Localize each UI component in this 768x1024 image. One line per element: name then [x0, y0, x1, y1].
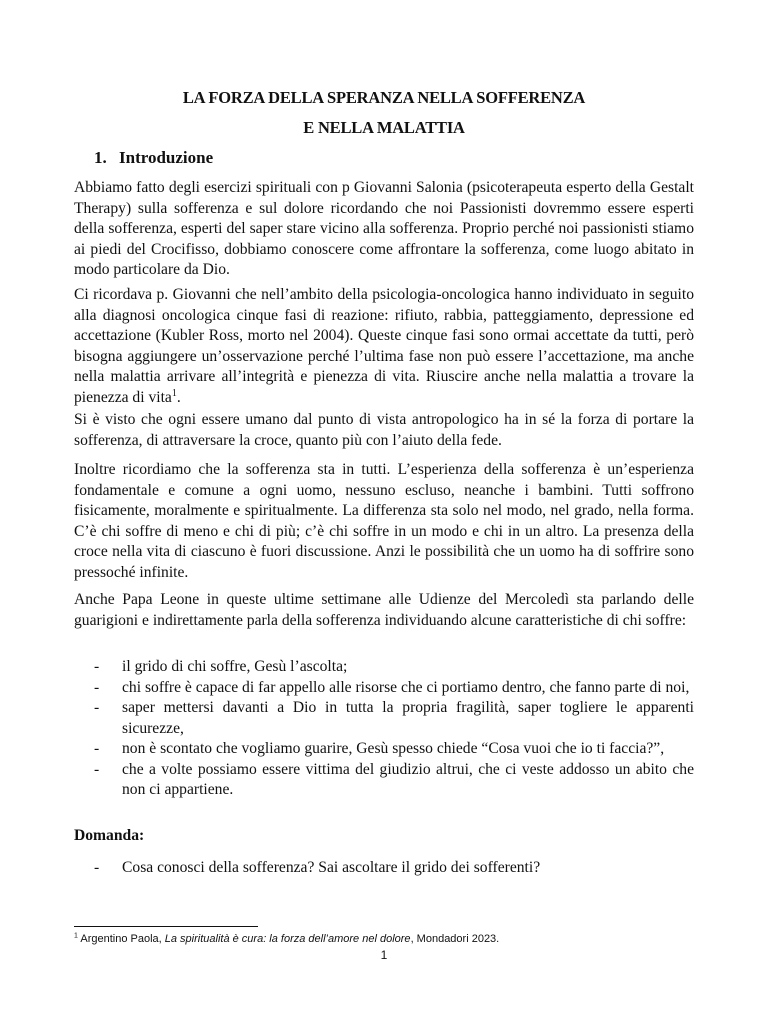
question-text: Cosa conosci della sofferenza? Sai ascoltare il grido dei sofferenti?: [122, 859, 541, 876]
characteristics-list: [74, 657, 694, 801]
footnote-book-title: La spiritualità è cura: la forza dell’amore nel dolore: [164, 933, 411, 945]
document-title-line-1: LA FORZA DELLA SPERANZA NELLA SOFFERENZA: [182, 88, 586, 107]
footnote-author: Argentino Paola,: [77, 933, 165, 945]
question-list: [74, 858, 694, 879]
list-item: [74, 678, 694, 699]
bullet-dash: -: [94, 760, 100, 778]
list-item-text: chi soffre è capace di far appello alle risorse che ci portiamo dentro, che fanno parte di noi,: [122, 678, 690, 696]
page-number: 1: [380, 948, 388, 962]
footnote-reference[interactable]: 1: [171, 387, 177, 399]
paragraph-5: Anche Papa Leone in queste ultime settimane alle Udienze del Mercoledì sta parlando delle guarigioni e indirettamente parla della sofferenza individuando alcune caratteristiche di chi soffre:: [74, 591, 694, 629]
list-item: [74, 739, 694, 760]
bullet-dash: -: [94, 699, 100, 716]
list-item-text: che a volte possiamo essere vittima del giudizio altrui, che ci veste addosso un abito che non ci appartiene.: [122, 760, 694, 798]
footnote-marker: 1: [74, 932, 78, 940]
footnote-publisher: , Mondadori 2023.: [410, 933, 500, 945]
section-heading-text: Introduzione: [119, 148, 214, 167]
bullet-dash: -: [94, 740, 100, 757]
question-item: [74, 858, 694, 879]
bullet-dash: -: [94, 859, 100, 876]
bullet-dash: -: [94, 678, 100, 696]
list-item-text: non è scontato che vogliamo guarire, Gesù spesso chiede “Cosa vuoi che io ti faccia?”,: [122, 740, 665, 757]
list-item: [74, 760, 694, 801]
paragraph-2: [74, 285, 694, 408]
list-item: [74, 698, 694, 739]
section-heading: [94, 148, 213, 168]
paragraph-3: Si è visto che ogni essere umano dal punto di vista antropologico ha in sé la forza di portare la sofferenza, di attraversare la croce, quanto più con l’aiuto della fede.: [74, 411, 694, 449]
list-item-text: il grido di chi soffre, Gesù l’ascolta;: [122, 658, 348, 675]
paragraph-4: Inoltre ricordiamo che la sofferenza sta in tutti. L’esperienza della sofferenza è un’esperienza fondamentale e comune a ogni uomo, nessuno escluso, neanche i bambini. Tutti soffrono fisicamente, moralmente e spiritualmente. La differenza sta solo nel modo, nel grado, nella forma. C’è chi soffre di meno e chi di più; c’è chi soffre in un modo e chi in un altro. La presenza della croce nella vita di ciascuno è fuori discussione. Anzi le possibilità che un uomo ha di soffrire sono pressoché infinite.: [74, 461, 694, 581]
section-number: 1.: [94, 148, 107, 167]
list-item-text: saper mettersi davanti a Dio in tutta la propria fragilità, saper togliere le apparenti sicurezze,: [122, 699, 694, 737]
paragraph-2-end: .: [176, 388, 181, 406]
list-item: [74, 657, 694, 678]
footnote: [74, 933, 499, 945]
question-label: Domanda:: [74, 827, 145, 844]
footnote-separator: [74, 926, 258, 927]
paragraph-2-text: Ci ricordava p. Giovanni che nell’ambito della psicologia-oncologica hanno individuato in seguito alla diagnosi oncologica cinque fasi di reazione: rifiuto, rabbia, patteggiamento, depressione ed accettazione (Kubler Ross, morto nel 2004). Queste cinque fasi sono ormai accettate da tutti, però bisogna aggiungere un’osservazione perché l’ultima fase non può essere l’accettazione, ma anche nella malattia arrivare all’integrità e pienezza di vita. Riuscire anche nella malattia a trovare la pienezza di vita: [74, 286, 694, 406]
bullet-dash: -: [94, 658, 100, 675]
paragraph-1: Abbiamo fatto degli esercizi spirituali con p Giovanni Salonia (psicoterapeuta esperto della Gestalt Therapy) sulla sofferenza e sul dolore ricordando che noi Passionisti dovremmo essere esperti della sofferenza, esperti del saper stare vicino alla sofferenza. Proprio perché noi passionisti stiamo ai piedi del Crocifisso, dobbiamo conoscere come affrontare la sofferenza, come luogo abitato in modo particolare da Dio.: [74, 179, 694, 278]
document-title-line-2: E NELLA MALATTIA: [303, 118, 465, 137]
